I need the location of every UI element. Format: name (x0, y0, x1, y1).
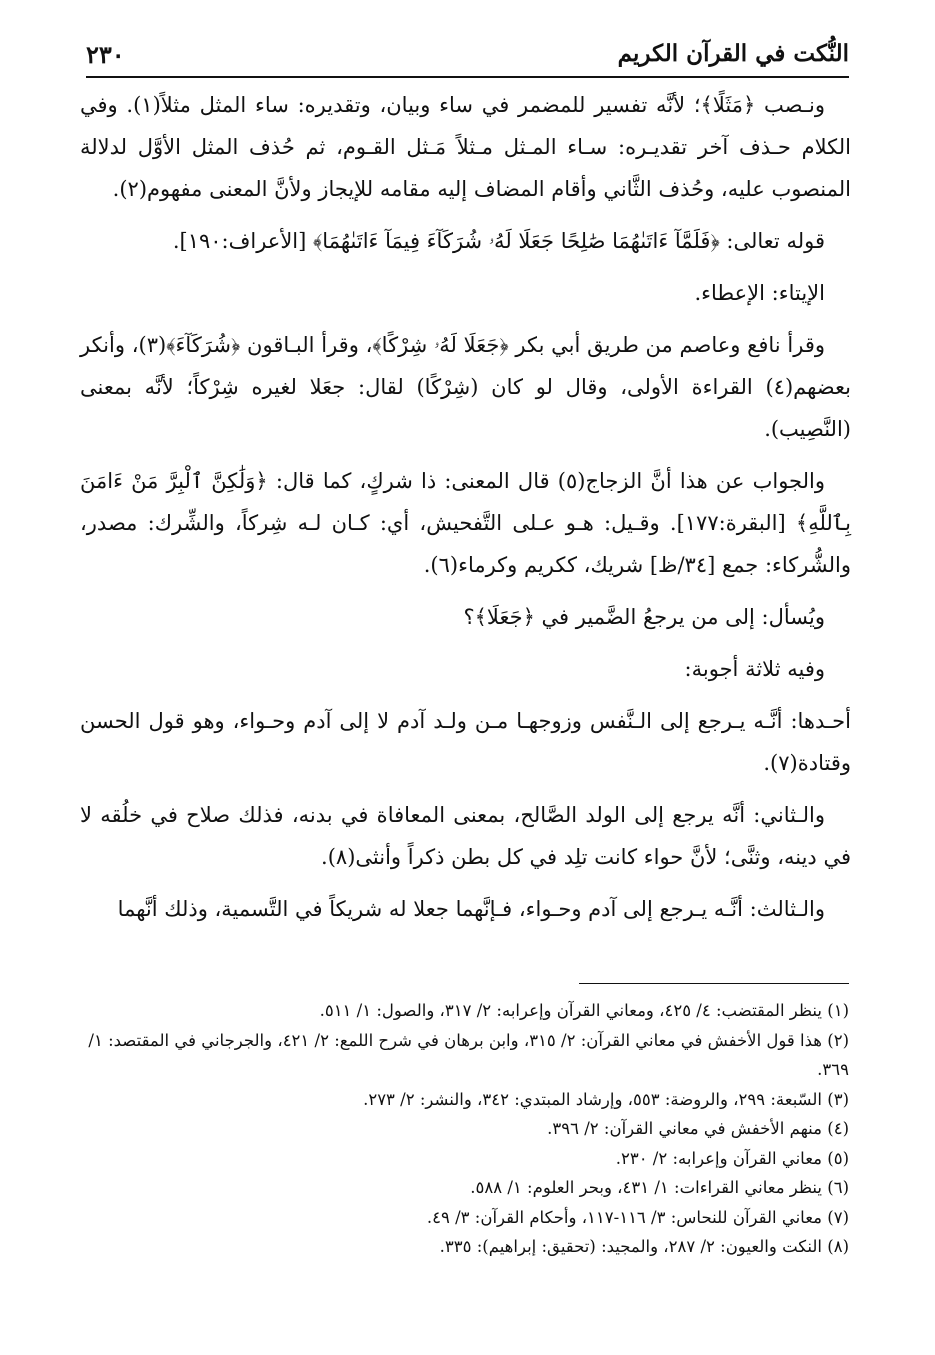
book-title: النُّكت في القرآن الكريم (617, 40, 849, 67)
paragraph: وقرأ نافع وعاصم من طريق أبي بكر ﴿جَعَلَا لَهُۥ شِرْكًا﴾، وقرأ البـاقون ﴿شُرَكَآءَ﴾(٣)، وأنكر بعضهم(٤) القراءة الأولى، وقال لو كان (شِرْكًا) لقال: جعَلا لغيره شِرْكاً؛ لأنَّه بمعنى (النَّصِيب). (80, 333, 851, 441)
paragraph: ونـصب ﴿مَثَلًا﴾؛ لأنَّه تفسير للمضمر في ساء وبيان، وتقديره: ساء المثل مثلاً(١). وفي الكلام حـذف آخر تقديـره: سـاء المـثل مـثلاً مَـثل القـوم، ثم حُذف المثل الأوَّل لدلالة المنصوب عليه، وحُذف الثَّاني وأقام المضاف إليه مقامه للإيجاز ولأنَّ المعنى مفهوم(٢). (80, 93, 851, 201)
paragraph: الإيتاء: الإعطاء. (694, 281, 825, 305)
paragraph: ويُسأل: إلى من يرجعُ الضَّمير في ﴿جَعَلَا﴾؟ (463, 605, 825, 629)
footnote: (٤) منهم الأخفش في معاني القرآن: ٢/ ٣٩٦. (547, 1119, 849, 1138)
footnote: (٨) النكت والعيون: ٢/ ٢٨٧، والمجيد: (تحقيق: إبراهيم): ٣٣٥. (439, 1237, 849, 1256)
paragraph: والجواب عن هذا أنَّ الزجاج(٥) قال المعنى: ذا شركٍ، كما قال: ﴿وَلَٰكِنَّ ٱلْبِرَّ مَنْ ءَامَنَ بِٱللَّهِ﴾ [البقرة:١٧٧]. وقـيل: هـو عـلى التَّفحيش، أي: كـان لـه شِركاً، والشِّرك: مصدر، والشُّركاء: جمع [٣٤/ظ] شريك، ككريم وكرماء(٦). (80, 469, 851, 577)
header-divider (86, 76, 849, 78)
footnote: (٧) معاني القرآن للنحاس: ٣/ ١١٦-١١٧، وأحكام القرآن: ٣/ ٤٩. (426, 1207, 849, 1227)
running-header (86, 36, 849, 74)
paragraph: والـثالث: أنَّـه يـرجع إلى آدم وحـواء، فـإنَّهما جعلا له شريكاً في التَّسمية، وذلك أنَّهما (117, 897, 825, 921)
footnote: (٥) معاني القرآن وإعرابه: ٢/ ٢٣٠. (615, 1148, 849, 1168)
footnote: (١) ينظر المقتضب: ٤/ ٤٢٥، ومعاني القرآن وإعرابه: ٢/ ٣١٧، والصول: ١/ ٥١١. (319, 1001, 849, 1020)
footnote: (٦) ينظر معاني القراءات: ١/ ٤٣١، وبحر العلوم: ١/ ٥٨٨. (470, 1178, 849, 1197)
footnotes (84, 996, 849, 1262)
paragraph: قوله تعالى: ﴿فَلَمَّآ ءَاتَىٰهُمَا صَٰلِحًا جَعَلَا لَهُۥ شُرَكَآءَ فِيمَآ ءَاتَىٰهُمَا﴾ [الأعراف:١٩٠]. (172, 229, 825, 253)
footnote-divider (579, 983, 849, 984)
footnote: (٣) السّبعة: ٢٩٩، والروضة: ٥٥٣، وإرشاد المبتدي: ٣٤٢، والنشر: ٢/ ٢٧٣. (363, 1089, 849, 1109)
paragraph: وفيه ثلاثة أجوبة: (684, 657, 825, 681)
paragraph: أحـدها: أنَّـه يـرجع إلى الـنَّفس وزوجهـا مـن ولـد آدم لا إلى آدم وحـواء، وهو قول الحسن وقتادة(٧). (80, 709, 851, 775)
paragraph: والـثاني: أنَّه يرجع إلى الولد الصَّالح، بمعنى المعافاة في بدنه، فذلك صلاح في خلُقه لا في دينه، وثنَّى؛ لأنَّ حواء كانت تلِد في كل بطن ذكراً وأنثى(٨). (80, 803, 851, 869)
footnote: (٢) هذا قول الأخفش في معاني القرآن: ٢/ ٣١٥، وابن برهان في شرح اللمع: ٢/ ٤٢١، والجرجاني في المقتصد: ١/ ٣٦٩. (88, 1030, 849, 1079)
page-number: ٢٣٠ (86, 40, 125, 69)
main-text (80, 84, 851, 940)
